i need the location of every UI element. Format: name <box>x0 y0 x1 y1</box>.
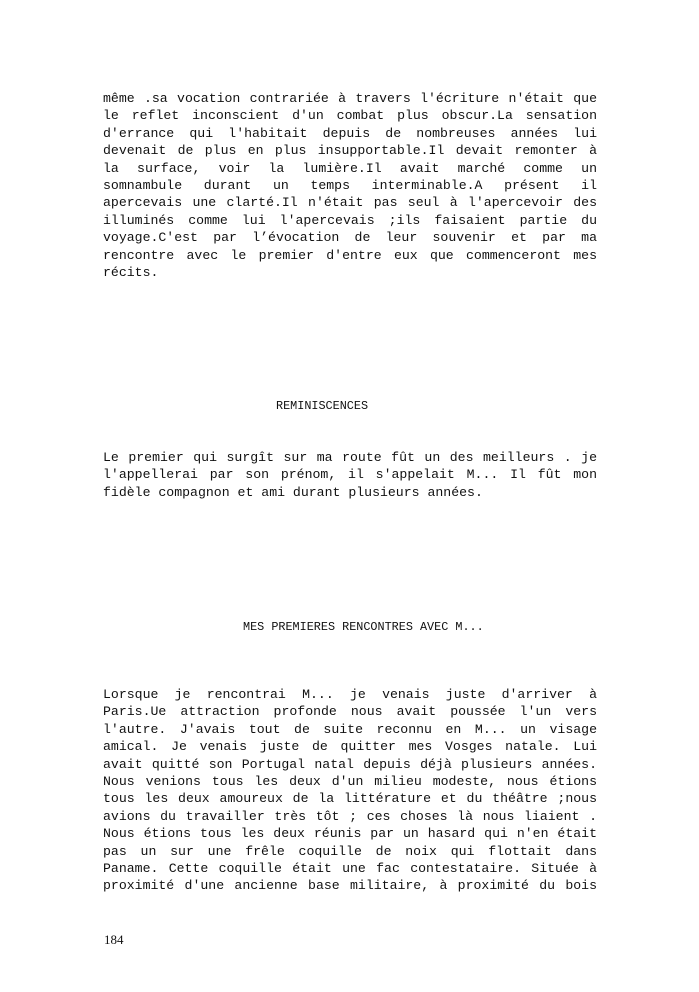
text-line: la surface, voir la lumière.Il avait marché comme un <box>103 160 597 176</box>
text-line: avions du travailler très tôt ; ces choses là nous liaient . <box>103 808 597 824</box>
paragraph-first-encounter <box>103 449 597 501</box>
text-line: Nous étions tous les deux réunis par un hasard qui n'en était <box>103 826 597 842</box>
section-heading-premieres-rencontres: MES PREMIERES RENCONTRES AVEC M... <box>243 620 484 634</box>
text-line: même .sa vocation contrariée à travers l'écriture n'était que <box>103 91 597 106</box>
text-line: voyage.C'est par l’évocation de leur souvenir et par ma <box>103 230 597 246</box>
page-number: 184 <box>104 932 124 947</box>
text-line: fidèle compagnon et ami durant plusieurs années. <box>103 484 483 500</box>
text-line: récits. <box>103 264 159 280</box>
text-line: d'errance qui l'habitait depuis de nombreuses années lui <box>103 125 597 141</box>
paragraph-meeting-m <box>103 686 597 895</box>
text-line: somnambule durant un temps interminable.A présent il <box>103 177 597 193</box>
text-line: l'appellerai par son prénom, il s'appelait M... Il fût mon <box>103 467 597 483</box>
text-line: pas un sur une frêle coquille de noix qui flottait dans <box>103 843 597 859</box>
text-line: Paname. Cette coquille était une fac contestataire. Située à <box>103 860 597 876</box>
section-heading-reminiscences: REMINISCENCES <box>276 399 369 413</box>
text-line: illuminés comme lui l'apercevais ;ils faisaient partie du <box>103 212 597 228</box>
text-line: Paris.Ue attraction profonde nous avait poussée l'un vers <box>103 704 597 720</box>
text-line: rencontre avec le premier d'entre eux que commenceront mes <box>103 247 597 263</box>
text-line: devenait de plus en plus insupportable.Il devait remonter à <box>103 143 597 159</box>
text-line: amical. Je venais juste de quitter mes Vosges natale. Lui <box>103 739 597 755</box>
text-line: Nous venions tous les deux d'un milieu modeste, nous étions <box>103 773 597 789</box>
text-line: apercevais une clarté.Il n'était pas seul à l'apercevoir des <box>103 195 597 211</box>
text-line: avait quitté son Portugal natal depuis déjà plusieurs années. <box>103 756 597 772</box>
text-line: l'autre. J'avais tout de suite reconnu en M... un visage <box>103 721 597 737</box>
text-line: Le premier qui surgît sur ma route fût un des meilleurs . je <box>103 450 597 465</box>
text-line: Lorsque je rencontrai M... je venais juste d'arriver à <box>103 687 597 702</box>
text-line: le reflet inconscient d'un combat plus obscur.La sensation <box>103 108 597 124</box>
text-line: tous les deux amoureux de la littérature et du théâtre ;nous <box>103 791 597 807</box>
paragraph-intro <box>103 90 597 281</box>
text-line: proximité d'une ancienne base militaire, à proximité du bois <box>103 878 597 894</box>
